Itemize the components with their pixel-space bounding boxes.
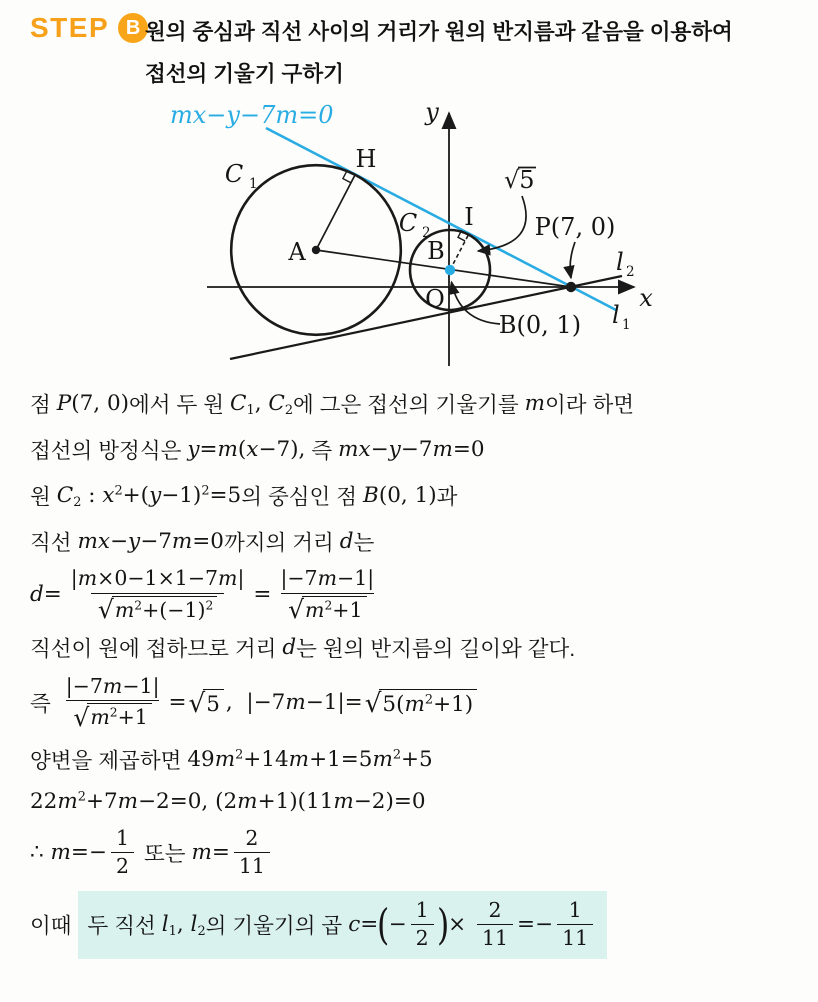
circle-c2-label: C — [398, 209, 418, 237]
point-P-coord-label: P(7, 0) — [534, 213, 616, 241]
line-l1-label: l — [612, 301, 620, 329]
point-I-label: I — [464, 203, 474, 231]
line-l2-label: l — [616, 248, 624, 276]
line-l2-sub: 2 — [626, 264, 635, 280]
point-B-label: B — [427, 237, 445, 265]
circles — [231, 165, 490, 335]
tangent-equation-label: mx−y−7m=0 — [170, 101, 334, 129]
radius-BI-dashed — [450, 234, 469, 270]
section-title-line1: 원의 중심과 직선 사이의 거리가 원의 반지름과 같음을 이용하여 — [145, 20, 733, 44]
radius-AH — [316, 175, 355, 250]
x-axis-label: x — [639, 284, 653, 312]
point-B-dot — [445, 265, 455, 275]
step-header — [30, 12, 148, 44]
origin-label: O — [425, 285, 445, 313]
point-H-label: H — [355, 145, 377, 173]
solution-line-roots: ∴ m=− $\frac{1}{2}$ 또는 m= $\frac{2}{11}$ — [30, 827, 810, 879]
solution-line-tangent-eq: 접선의 방정식은 y=m(x−7), 즉 mx−y−7m=0 — [30, 437, 485, 463]
solution-line-factored: $22m^2+7m-2=0$, (2m+1)(11m−2)=0 — [30, 788, 426, 814]
point-A-dot — [312, 246, 320, 254]
circle-c1-sub: 1 — [249, 176, 258, 192]
solution-line-squared: 양변을 제곱하면 $49m^2+14m+1=5m^2+5$ — [30, 746, 433, 773]
radius-sqrt5-label: √5 — [504, 166, 535, 194]
point-B-coord-label: B(0, 1) — [498, 311, 582, 339]
solution-line-conclusion: 이때 두 직선 $l_1$, $l_2$ 의 기울기의 곱 c= ( − $\frac{1}{2}$ ) × $\frac{2}{11}$ =− $\frac{1}{11}$ — [30, 891, 810, 959]
solution-line-tangency: 직선이 원에 접하므로 거리 d 는 원의 반지름의 길이와 같다. — [30, 634, 576, 661]
diagram-labels — [170, 98, 653, 339]
solution-line-circle2: 원 $C_2$ : $x^2+(y-1)^2=5$ 의 중심인 점 B(0, 1) 과 — [30, 483, 458, 510]
line-l1-sub: 1 — [622, 317, 631, 333]
circle-c2-sub: 2 — [422, 225, 431, 241]
solution-line-equation: 즉 |−7m−1| √ $m^2+1$ = √ 5 , |−7m−1|= √ $5(m^2+1)$ — [30, 675, 810, 731]
solution-line-distance-intro: 직선 mx−y−7m=0 까지의 거리 d 는 — [30, 529, 375, 555]
arrow-to-P — [570, 242, 575, 278]
y-axis-label: y — [425, 98, 439, 126]
solution-text — [30, 388, 810, 974]
solution-line-given: 점 P(7, 0) 에서 두 원 $C_1$, $C_2$ 에 그은 접선의 기울기를 m 이라 하면 — [30, 391, 635, 418]
solution-line-distance-formula: d= |m×0−1×1−7m| √ $m^2+(-1)^2$ = |−7m−1| √ $m^2+1$ — [30, 566, 375, 625]
point-A-label: A — [288, 238, 306, 266]
circle-c1-label: C — [224, 160, 244, 188]
section-title — [145, 11, 785, 95]
geometry-diagram — [0, 95, 818, 390]
step-badge-b: B — [118, 13, 148, 43]
section-title-line2: 접선의 기울기 구하기 — [145, 62, 344, 86]
step-label: STEP — [30, 12, 110, 43]
point-P-dot — [566, 282, 576, 292]
